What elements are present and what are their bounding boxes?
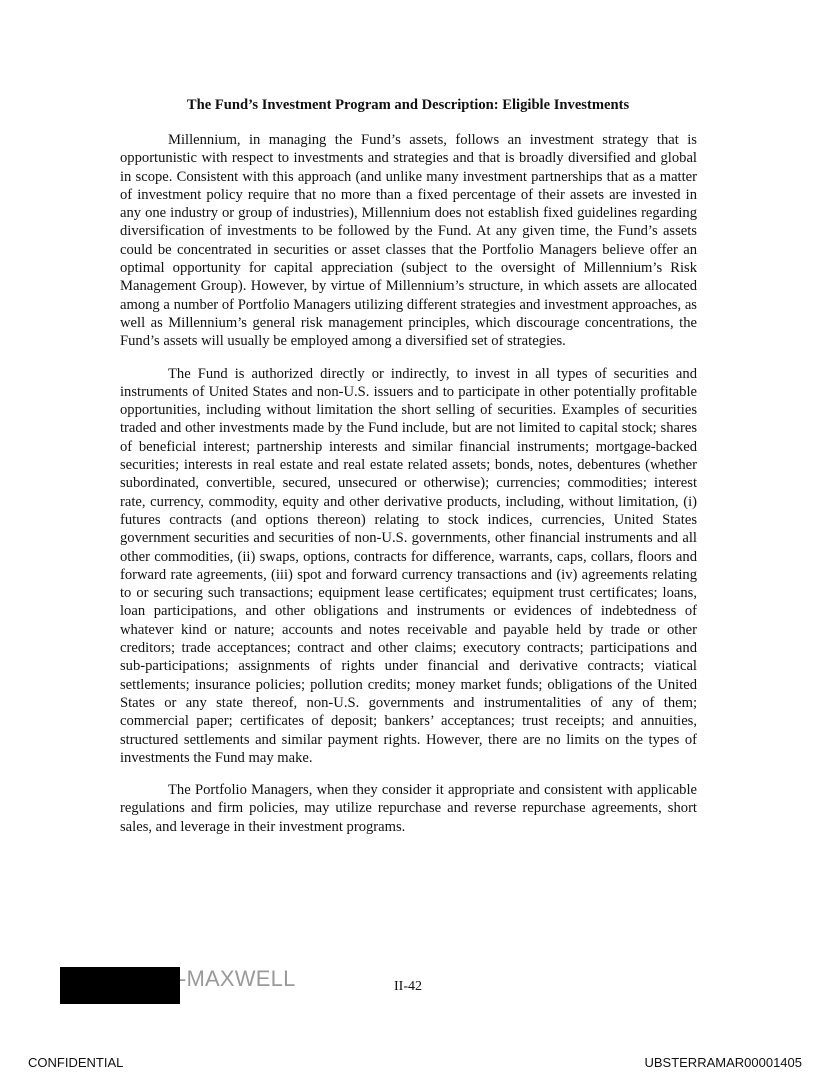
redaction-bar bbox=[60, 967, 180, 1004]
paragraph-authorized-investments: The Fund is authorized directly or indirectly, to invest in all types of securities and instruments of United States and non-U.S. issuers and to participate in other potentially profitable opportunities, including without limitation the short selling of securities. Examples of securities traded and other investments made by the Fund include, but are not limited to capital stock; shares of beneficial interest; partnership interests and similar financial instruments; mortgage-backed securities; interests in real estate and real estate related assets; bonds, notes, debentures (whether subordinated, convertible, secured, unsecured or otherwise); currencies; commodities; interest rate, currency, commodity, equity and other derivative products, including, without limitation, (i) futures contracts (and options thereon) relating to stock indices, currencies, United States government securities and securities of non-U.S. governments, other financial instruments and all other commodities, (ii) swaps, options, contracts for difference, warrants, caps, collars, floors and forward rate agreements, (iii) spot and forward currency transactions and (iv) agreements relating to or securing such transactions; equipment lease certificates; equipment trust certificates; loans, loan participations, and other obligations and instruments or evidences of indebtedness of whatever kind or nature; accounts and notes receivable and payable held by trade or other creditors; trade acceptances; contract and other claims; executory contracts; participations and sub-participations; assignments of rights under financial and derivative contracts; viatical settlements; insurance policies; pollution credits; money market funds; obligations of the United States or any state thereof, non-U.S. governments and instrumentalities of any of them; commercial paper; certificates of deposit; bankers’ acceptances; trust receipts; and annuities, structured settlements and similar payment rights. However, there are no limits on the types of investments the Fund may make. bbox=[120, 365, 697, 766]
paragraph-investment-strategy: Millennium, in managing the Fund’s assets, follows an investment strategy that is opportunistic with respect to investments and strategies and that is broadly diversified and global in scope. Consistent with this approach (and unlike many investment partnerships that as a matter of investment policy require that no more than a fixed percentage of their assets are invested in any one industry or group of industries), Millennium does not establish fixed guidelines regarding diversification of investments to be followed by the Fund. At any given time, the Fund’s assets could be concentrated in securities or asset classes that the Portfolio Managers believe offer an optimal opportunity for capital appreciation (subject to the oversight of Millennium’s Risk Management Group). However, by virtue of Millennium’s structure, in which assets are allocated among a number of Portfolio Managers utilizing different strategies and investment approaches, as well as Millennium’s general risk management principles, which discourage concentrations, the Fund’s assets will usually be employed among a diversified set of strategies. bbox=[120, 132, 697, 350]
bates-number: UBSTERRAMAR00001405 bbox=[644, 1055, 802, 1070]
page-number: II-42 bbox=[394, 979, 422, 994]
paragraph-portfolio-managers: The Portfolio Managers, when they consider it appropriate and consistent with applicable regulations and firm policies, may utilize repurchase and reverse repurchase agreements, short sales, and leverage in their investment programs. bbox=[120, 782, 697, 835]
page-title: The Fund’s Investment Program and Description: Eligible Investments bbox=[186, 97, 630, 113]
document-body bbox=[120, 131, 697, 850]
confidentiality-label: CONFIDENTIAL bbox=[28, 1055, 124, 1070]
bates-stamp-suffix: -MAXWELL bbox=[179, 966, 296, 991]
